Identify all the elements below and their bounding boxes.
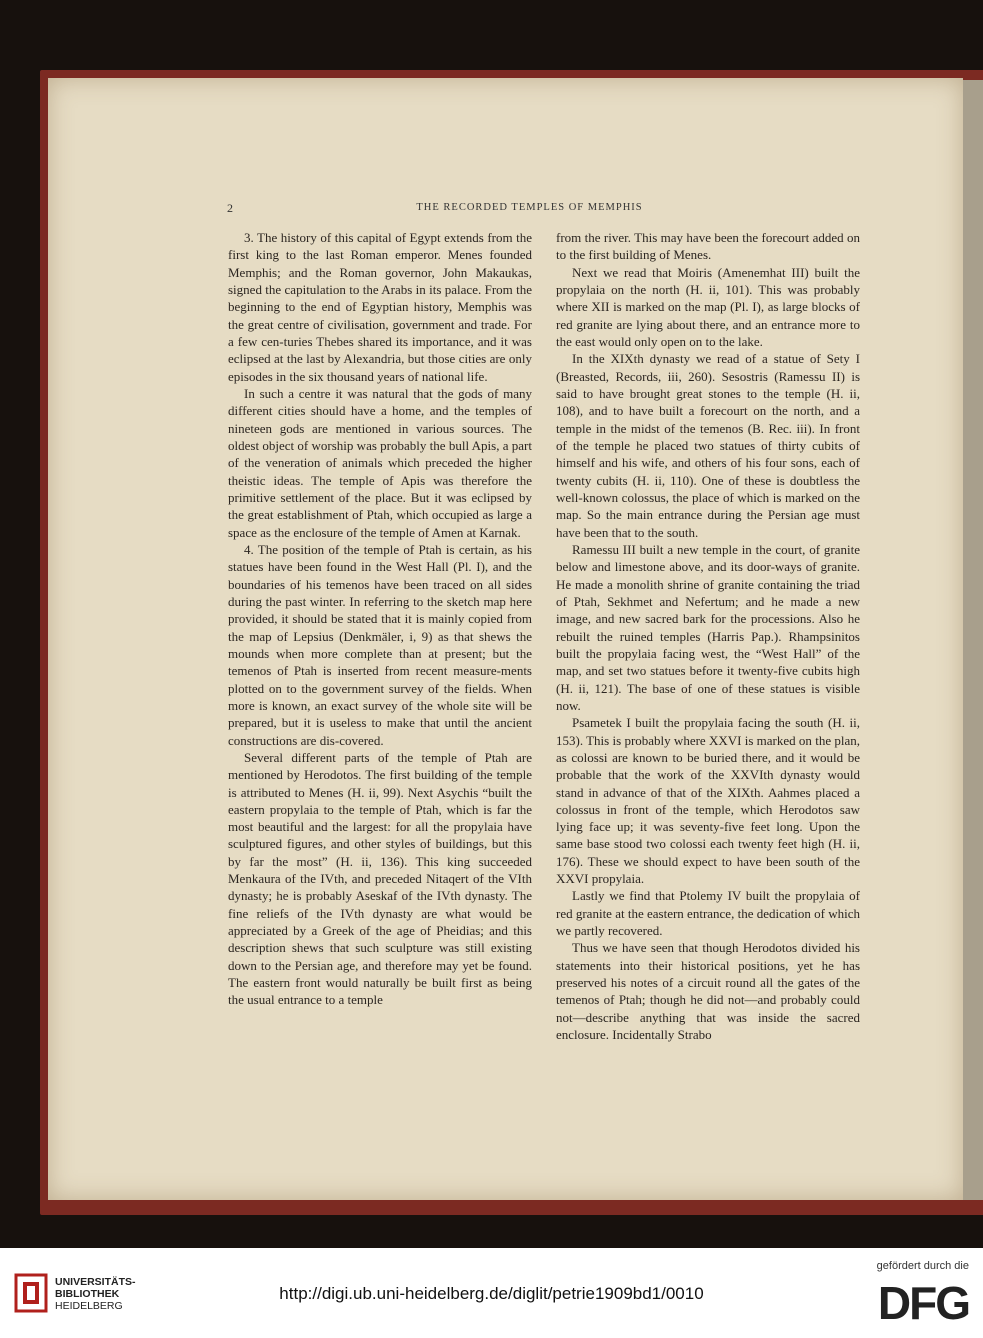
footer-bar [0,1248,983,1338]
page-number: 2 [227,201,233,215]
paragraph: Thus we have seen that though Herodotos divided his statements into their historical positions, yet he has preserved his notes of a circuit round all the gates of the temenos of Ptah; though he did not—and probably could not—describe anything that was inside the sacred enclosure. Incidentally Strabo [556,940,860,1043]
running-title: THE RECORDED TEMPLES OF MEMPHIS [416,202,643,213]
library-line: BIBLIOTHEK [55,1288,120,1300]
left-column [228,229,532,1009]
dfg-logo: DFG [877,1277,969,1329]
page-edge [960,80,983,1200]
paragraph: Next we read that Moiris (Amenemhat III) built the propylaia on the north (H. ii, 101). This was probably where XII is marked on the map (Pl. I), as large blocks of red granite are lying about there, and an entrance more to the east would only open on to the lake. [556,264,860,349]
paragraph: Psametek I built the propylaia facing the south (H. ii, 153). This is probably where XXVI is marked on the plan, as colossi are known to be buried there, and it would be probable that the work of the XXVIth dynasty would stand in advance of that of the XIXth. Aahmes placed a colossus in front of the temple, which Herodotos saw lying face up; it was seventy-five feet long. Upon the same base stood two colossi each twenty feet high (H. ii, 176). These we should expect to have been south of the XXVI propylaia. [556,715,860,887]
paragraph: Ramessu III built a new temple in the court, of granite below and limestone above, and its door-ways of granite. He made a monolith shrine of granite containing the triad of Ptah, Sekhmet and Nefertum; and he made a new image, and new sacred bark for the processions. Also he rebuilt the ruined temples (Harris Pap.). Rhampsinitos built the propylaia facing west, the “West Hall” of the map, and set two statues before it twenty-five cubits high (H. ii, 121). The base of one of these statues is visible now. [556,541,860,713]
paragraph: Lastly we find that Ptolemy IV built the propylaia of red granite at the eastern entrance, the dedication of which we partly recovered. [556,888,860,939]
funded-by-label: gefördert durch die [876,1260,969,1272]
paragraph: In the XIXth dynasty we read of a statue of Sety I (Breasted, Records, iii, 260). Sesostris (Ramessu II) is said to have brought great stones to the temple (H. ii, 108), and to have built a forecourt on the north, and a temple in the midst of the temenos (B. Rec. iii). In front of the temple he placed two statues of thirty cubits of himself and his wife, and others of his four sons, each of twenty cubits (H. ii, 110). One of these is doubtless the well-known colossus, the place of which is marked on the map. So the main entrance during the Persian age must have been that to the south. [556,351,860,540]
paragraph: 3. The history of this capital of Egypt extends from the first king to the last Roman emperor. Menes founded Memphis; and the Roman governor, John Makaukas, signed the capitulation to the Arabs in its palace. From the beginning to the end of Egyptian history, Memphis was the great centre of civilisation, government and trade. For a few cen-turies Thebes shared its importance, and it was eclipsed at the last by Alexandria, but those cities are only episodes in the six thousand years of national life. [228,230,532,384]
paragraph: from the river. This may have been the forecourt added on to the first building of Menes. [556,230,860,263]
paragraph: 4. The position of the temple of Ptah is certain, as his statues have been found in the West Hall (Pl. I), and the boundaries of his temenos have been traced on all sides during the past winter. In referring to the sketch map here provided, it should be stated that it is mainly copied from the map of Lepsius (Denkmäler, i, 9) as that shews the mounds when more complete than at present; but the temenos of Ptah is inserted from recent measure-ments plotted on to the government survey of the fields. When more is known, an exact survey of the whole site will be prepared, but it is useless to make that until the ancient constructions are dis-covered. [228,541,532,748]
library-line: UNIVERSITÄTS- [55,1276,136,1288]
paragraph: In such a centre it was natural that the gods of many different cities should have a home, and the temples of nineteen gods are mentioned in various sources. The oldest object of worship was probably the bull Apis, a part of the veneration of animals which preceded the higher theistic ideas. The temple of Apis was therefore the primitive settlement of the place. But it was eclipsed by the great establishment of Ptah, which occupied as large a space as the enclosure of the temple of Amen at Karnak. [228,385,532,540]
source-url-link[interactable]: http://digi.ub.uni-heidelberg.de/diglit/petrie1909bd1/0010 [279,1284,704,1303]
right-column [556,229,860,1043]
paragraph: Several different parts of the temple of Ptah are mentioned by Herodotos. The first building of the temple is attributed to Menes (H. ii, 99). Next Asychis “built the eastern propylaia to the temple of Ptah, which is far the most beautiful and the largest: for all the propylaia have sculptured figures, and other styles of buildings, but this by far the most” (H. ii, 136). This king succeeded Menkaura of the IVth, and preceded Nitaqert of the VIth dynasty; he is probably Aseskaf of the IVth dynasty. The fine reliefs of the IVth dynasty are what would be appreciated by a Greek of the age of Pheidias; and this description shews that such sculpture was still existing down to the Persian age, and therefore may yet be found. The eastern front would naturally be built first as being the usual entrance to a temple [228,749,532,1008]
library-line: HEIDELBERG [55,1300,123,1312]
